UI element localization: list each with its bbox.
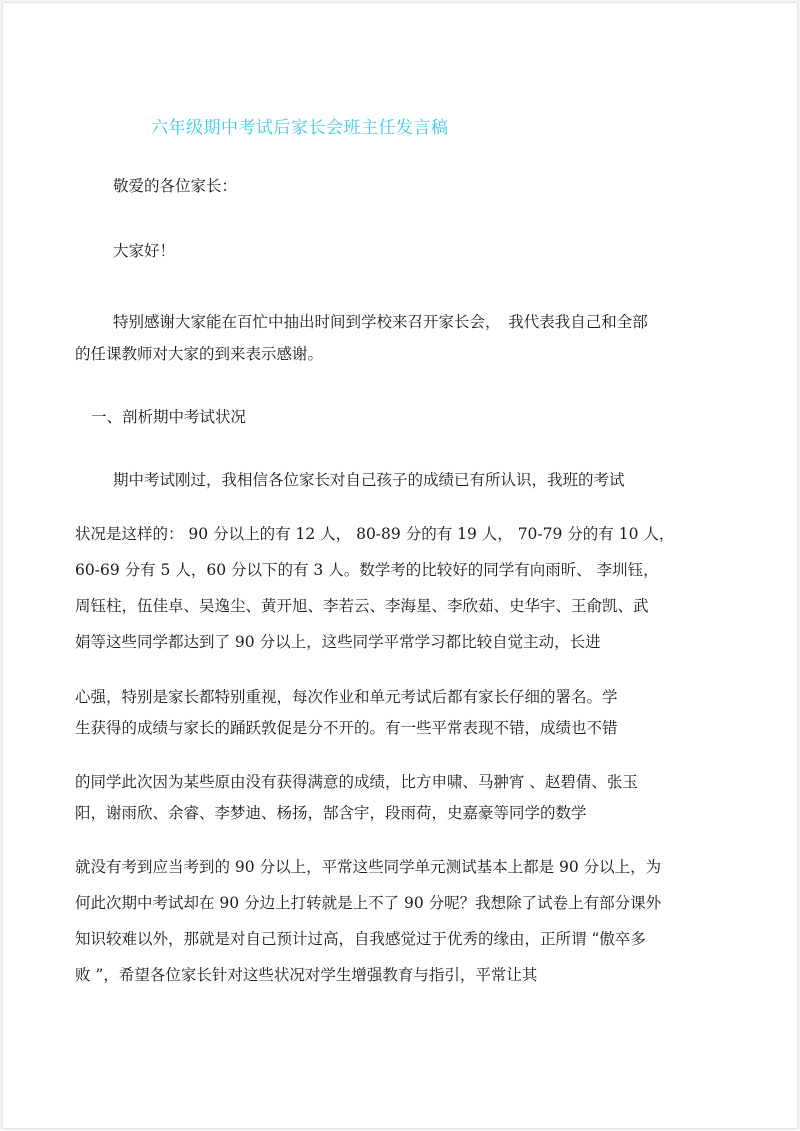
body-line: 娟等这些同学都达到了 90 分以上，这些同学平常学习都比较自觉主动，长进 — [75, 633, 601, 651]
body-line: 周钰柱，伍佳卓、吴逸尘、黄开旭、李若云、李海星、李欣茹、史华宇、王俞凯、武 — [75, 597, 649, 615]
document-page — [2, 2, 798, 1129]
body-line: 阳，谢雨欣、余睿、李梦迪、杨扬，郜含宇，段雨荷，史嘉豪等同学的数学 — [75, 804, 587, 822]
body-line: 生获得的成绩与家长的踊跃敦促是分不开的。有一些平常表现不错，成绩也不错 — [75, 719, 618, 737]
body-line: 知识较难以外，那就是对自己预计过高，自我感觉过于优秀的缘由，正所谓 “傲卒多 — [75, 930, 646, 948]
body-line: 60-69 分有 5 人，60 分以下的有 3 人。数学考的比较好的同学有向雨昕、 李圳钰， — [75, 561, 659, 579]
document-title: 六年级期中考试后家长会班主任发言稿 — [151, 118, 449, 138]
body-line: 状况是这样的： 90 分以上的有 12 人， 80-89 分的有 19 人， 70-79 分的有 10 人， — [75, 525, 675, 543]
body-line: 何此次期中考试却在 90 分边上打转就是上不了 90 分呢？我想除了试卷上有部分课外 — [75, 894, 662, 912]
intro-line: 的任课教师对大家的到来表示感谢。 — [75, 345, 324, 363]
greeting: 敬爱的各位家长： — [113, 177, 238, 195]
body-line: 就没有考到应当考到的 90 分以上，平常这些同学单元测试基本上都是 90 分以上，为 — [75, 858, 662, 876]
intro-line: 特别感谢大家能在百忙中抽出时间到学校来召开家长会， 我代表我自己和全部 — [113, 313, 648, 331]
body-line: 的同学此次因为某些原由没有获得满意的成绩，比方申啸、马翀宵 、赵碧倩、张玉 — [75, 773, 638, 791]
section-heading: 一、剖析期中考试状况 — [91, 408, 247, 426]
body-line: 心强，特别是家长都特别重视，每次作业和单元考试后都有家长仔细的署名。学 — [75, 688, 618, 706]
body-line: 败 ”，希望各位家长针对这些状况对学生增强教育与指引，平常让其 — [75, 966, 538, 984]
body-line: 期中考试刚过，我相信各位家长对自己孩子的成绩已有所认识，我班的考试 — [113, 471, 625, 489]
hello-line: 大家好！ — [113, 242, 176, 260]
